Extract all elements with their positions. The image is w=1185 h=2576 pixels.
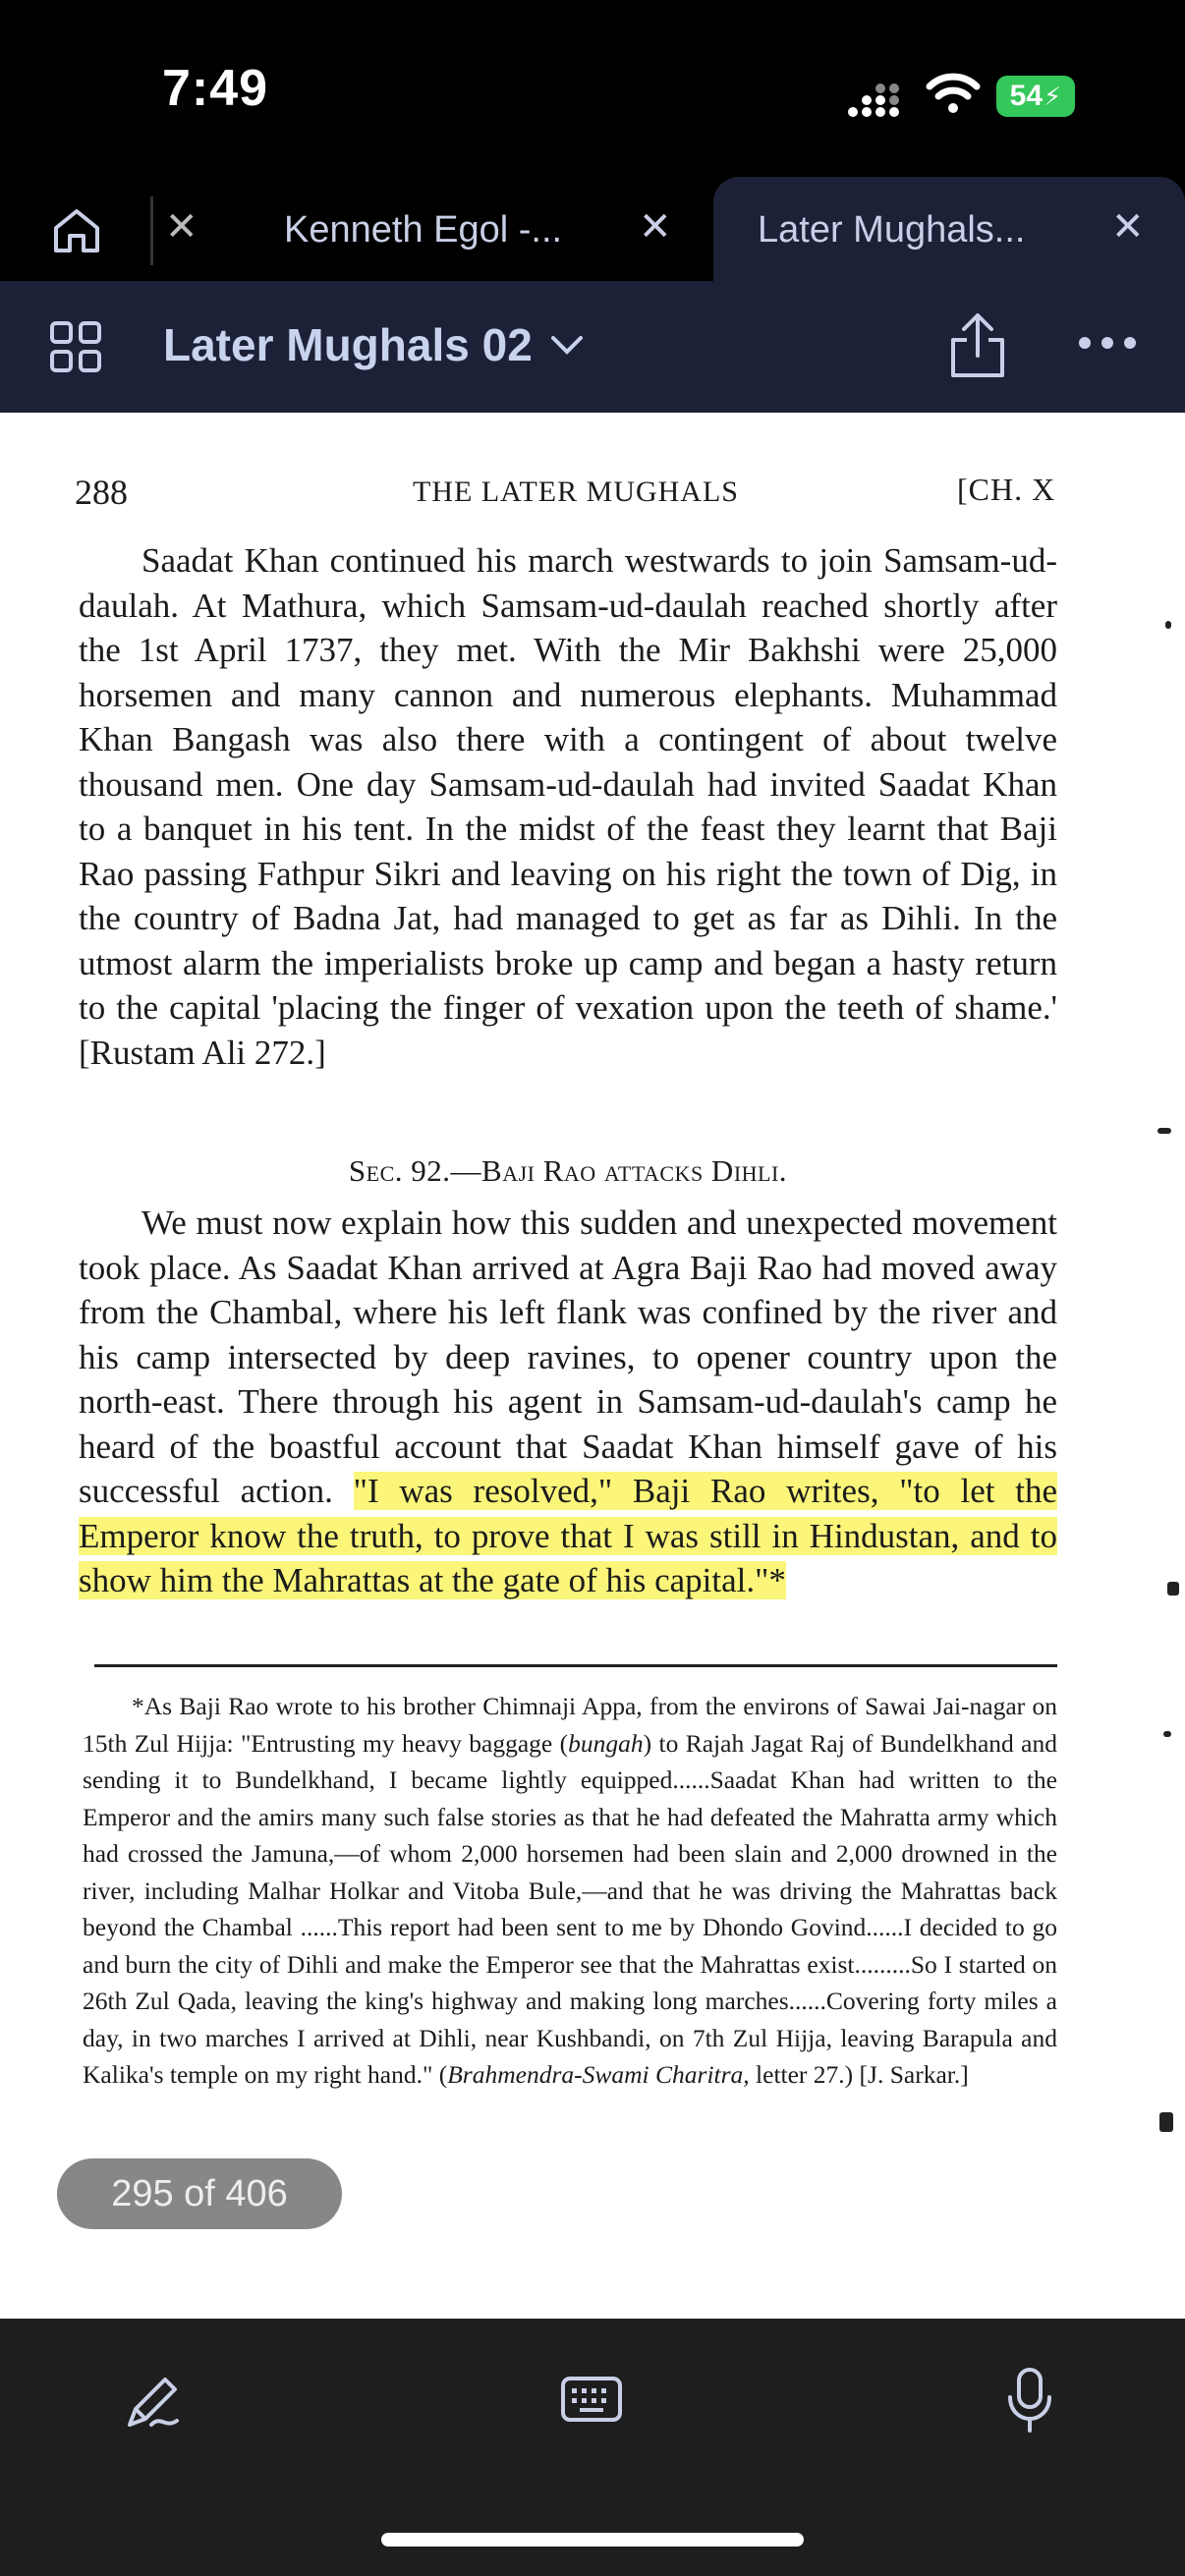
- chapter-label: [CH. X: [957, 472, 1056, 507]
- footnote-source: Brahmendra-Swami Charitra,: [447, 2060, 750, 2089]
- footnote-text-a: *As Baji Rao wrote to his brother Chimnaji Appa, from the environs of Sawai Jai-nagar on 15th Zul Hijja: "Entrusting my heavy baggage (: [83, 1692, 1057, 1758]
- more-icon[interactable]: [1077, 332, 1138, 354]
- home-indicator[interactable]: [381, 2533, 804, 2547]
- footnote-text-b: ) to Rajah Jagat Raj of Bundelkhand and sending it to Bundelkhand, I became lightly equipped......Saadat Khan had written to the Emperor and the amirs many such false stories as that he had defeated the Mahratta army which had crossed the Jamuna,—of whom 2,000 horsemen had been slain and 2,000 drowned in the river, including Malhar Holkar and Vitoba Bule,—and that he was driving the Mahrattas back beyond the Chambal ......This report had been sent to me by Dhondo Govind......I decided to go and burn the city of Dihli and make the Emperor see that the Mahrattas exist.........So I started on 26th Zul Qada, leaving the king's highway and making long marches......Covering forty miles a day, in two marches I arrived at Dihli, near Kushbandi, on 7th Zul Hijja, leaving Barapula and Kalika's temple on my right hand." (: [83, 1728, 1058, 2089]
- tab-bar: [0, 177, 1185, 281]
- cellular-signal-icon: [847, 79, 902, 118]
- running-title: THE LATER MUGHALS: [413, 476, 739, 508]
- battery-level: 54: [1009, 80, 1044, 112]
- footnote: [83, 1688, 1057, 2094]
- keyboard-icon[interactable]: [560, 2376, 623, 2423]
- document-title[interactable]: [163, 318, 584, 371]
- share-icon[interactable]: [947, 310, 1008, 379]
- scan-speck: [1163, 1731, 1171, 1737]
- mic-icon[interactable]: [1004, 2366, 1055, 2435]
- scan-speck: [1167, 1582, 1179, 1596]
- page-indicator[interactable]: 295 of 406: [57, 2158, 342, 2229]
- close-tab-icon[interactable]: ✕: [1111, 205, 1145, 249]
- section-title: Baji Rao attacks Dihli.: [481, 1153, 788, 1188]
- home-tab[interactable]: [0, 177, 198, 281]
- document-title-text[interactable]: Later Mughals 02: [163, 319, 533, 370]
- highlighted-quote[interactable]: "I was resolved," Baji Rao writes, "to let the Emperor know the truth, to prove that I was still in Hindustan, and to show him the Mahrattas at the gate of his capital."*: [79, 1472, 1057, 1599]
- bottom-toolbar: [0, 2319, 1185, 2576]
- status-bar: [0, 0, 1185, 177]
- tab-kenneth-egol[interactable]: [241, 177, 712, 281]
- tab-later-mughals[interactable]: [713, 177, 1185, 281]
- status-time: 7:49: [162, 60, 269, 117]
- grid-icon[interactable]: [49, 320, 102, 373]
- close-tab-icon[interactable]: ✕: [639, 205, 672, 249]
- home-icon[interactable]: [51, 206, 102, 255]
- tab-title[interactable]: Later Mughals...: [758, 209, 1026, 251]
- section-number: Sec. 92.: [348, 1153, 451, 1188]
- battery-indicator: [996, 76, 1075, 117]
- running-head: [75, 472, 1057, 521]
- wifi-icon: [926, 71, 981, 114]
- scan-speck: [1157, 1128, 1171, 1134]
- footnote-rule: [94, 1664, 1057, 1667]
- tab-divider: [150, 196, 153, 265]
- charging-bolt-icon: ⚡: [1044, 81, 1062, 111]
- paragraph-2: [79, 1201, 1057, 1603]
- section-heading: [79, 1153, 1057, 1189]
- document-header: [0, 281, 1185, 413]
- chevron-down-icon[interactable]: [550, 334, 584, 356]
- page-number: 288: [75, 473, 128, 512]
- footnote-italic-word: bungah: [568, 1728, 644, 1758]
- tab-title[interactable]: Kenneth Egol -...: [284, 209, 563, 251]
- paragraph-2-text: We must now explain how this sudden and unexpected movement took place. As Saadat Khan arrived at Agra Baji Rao had moved away from the Chambal, where his left flank was confined by the river and his camp intersected by deep ravines, to opener country upon the north-east. There through his agent in Samsam-ud-daulah's camp he heard of the boastful account that Saadat Khan himself gave of his successful action.: [79, 1204, 1057, 1510]
- footnote-text-c: letter 27.) [J. Sarkar.]: [749, 2060, 969, 2089]
- section-dash: —: [450, 1153, 482, 1188]
- document-page[interactable]: [0, 413, 1185, 2319]
- scan-speck: [1159, 2112, 1173, 2132]
- pen-icon[interactable]: [122, 2370, 185, 2433]
- paragraph-1: Saadat Khan continued his march westwards to join Samsam-ud-daulah. At Mathura, which Samsam-ud-daulah reached shortly after the 1st April 1737, they met. With the Mir Bakhshi were 25,000 horsemen and many cannon and numerous elephants. Muhammad Khan Bangash was also there with a contingent of about twelve thousand men. One day Samsam-ud-daulah had invited Saadat Khan to a banquet in his tent. In the midst of the feast they learnt that Baji Rao passing Fathpur Sikri and leaving on his right the town of Dig, in the country of Badna Jat, had managed to get as far as Dihli. In the utmost alarm the imperialists broke up camp and began a hasty return to the capital 'placing the finger of vexation upon the teeth of shame.' [Rustam Ali 272.]: [79, 541, 1057, 1072]
- scan-speck: [1165, 621, 1171, 629]
- close-home-tab-icon[interactable]: ✕: [165, 205, 198, 249]
